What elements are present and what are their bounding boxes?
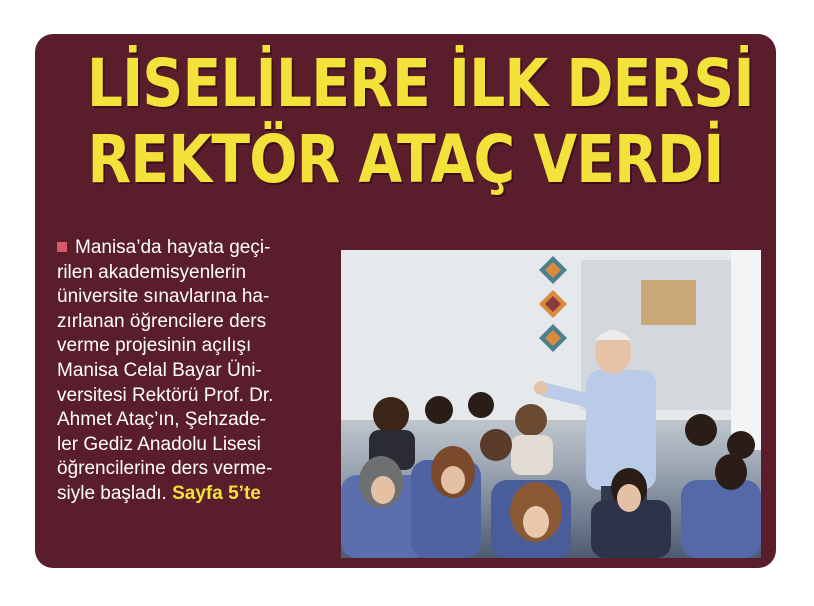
body-line: Manisa Celal Bayar Üni- xyxy=(57,359,262,381)
headline-line-2: REKTÖR ATAÇ VERDİ xyxy=(87,121,724,198)
body-line: Ahmet Ataç’ın, Şehzade- xyxy=(57,409,267,431)
bullet-square-icon xyxy=(57,242,67,252)
headline-line-1: LİSELİLERE İLK DERSİ xyxy=(86,45,754,122)
body-line: rilen akademisyenlerin xyxy=(57,261,247,283)
body-line: siyle başladı. Sayfa 5’te xyxy=(57,482,261,504)
body-line: zırlanan öğrencilere ders xyxy=(57,310,267,332)
body-line: verme projesinin açılışı xyxy=(57,335,252,357)
classroom-photo xyxy=(341,250,761,558)
headline xyxy=(86,45,754,198)
newspaper-clipping xyxy=(35,34,776,568)
page-reference: Sayfa 5’te xyxy=(172,482,261,504)
body-line: Manisa’da hayata geçi- xyxy=(57,236,342,261)
body-line: versitesi Rektörü Prof. Dr. xyxy=(57,384,274,406)
classroom-photo-illustration xyxy=(341,250,761,558)
body-line: öğrencilerine ders verme- xyxy=(57,458,273,480)
body-line: ler Gediz Anadolu Lisesi xyxy=(57,433,261,455)
wall-decoration-icon xyxy=(539,256,567,352)
body-line: üniversite sınavlarına ha- xyxy=(57,286,270,308)
article-body xyxy=(57,236,342,507)
